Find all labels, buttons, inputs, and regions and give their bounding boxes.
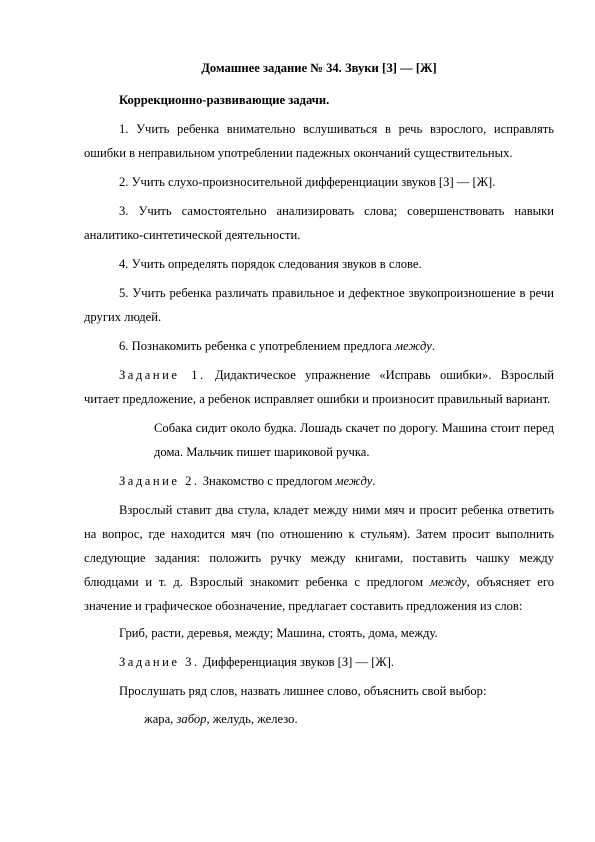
task-1: 1. Учить ребенка внимательно вслушиваться в речь взрослого, исправлять ошибки в неправильном употреблении падежных окончаний существительных. [84,122,554,160]
exercise-3-text: Дифференциация звуков [З] — [Ж]. [199,655,395,669]
exercise-2-words: Гриб, расти, деревья, между; Машина, стоять, дома, между. [119,626,438,640]
task-2: 2. Учить слухо-произносительной дифференциации звуков [З] — [Ж]. [119,175,496,189]
exercise-2-description [84,498,554,618]
exercise-1-example: Собака сидит около будка. Лошадь скачет по дорогу. Машина стоит перед дома. Мальчик пишет шариковой ручка. [154,421,554,459]
section-subtitle: Коррекционно-развивающие задачи. [119,93,330,107]
exercise-2-p1-italic: между [429,575,467,589]
exercise-2 [84,469,554,493]
task-4: 4. Учить определять порядок следования звуков в слове. [119,257,422,271]
document-title: Домашнее задание № 34. Звуки [З] — [Ж] [201,61,437,75]
document-body [84,56,554,731]
task-6-italic: между [395,339,432,353]
task-3: 3. Учить самостоятельно анализировать слова; совершенствовать навыки аналитико-синтетической деятельности. [84,204,554,242]
exercise-3-word-3: , желудь, железо. [206,712,298,726]
exercise-3-word-1: жара, [144,712,177,726]
exercise-2-p1-end: , объясняет его значение и графическое обозначение, предлагает составить предложения из слов: [84,575,554,613]
exercise-1-text: Дидактическое упражнение «Исправь ошибки». Взрослый читает предложение, а ребенок исправляет ошибки и произносит правильный вариант. [84,368,555,406]
exercise-3-word-2: забор [176,712,207,726]
task-6-text: 6. Познакомить ребенка с употреблением предлога [119,339,396,353]
exercise-3-instruction: Прослушать ряд слов, назвать лишнее слово, объяснить свой выбор: [119,684,487,698]
exercise-2-italic: между [335,474,373,488]
task-5: 5. Учить ребенка различать правильное и дефектное звукопроизношение в речи других людей. [84,286,554,324]
task-6-end: . [431,339,435,353]
task-6 [84,334,554,358]
exercise-1-label: Задание 1. [119,368,206,382]
exercise-2-text: Знакомство с предлогом [199,474,336,488]
exercise-2-end: . [372,474,376,488]
exercise-2-label: Задание 2. [119,474,200,488]
exercise-1 [84,363,554,411]
exercise-2-p1: Взрослый ставит два стула, кладет между ними мяч и просит ребенка ответить на вопрос, где находится мяч (по отношению к стульям). Затем просит выполнить следующие задания: положить ручку между книгами, поставить чашку между блюдцами и т. д. Взрослый знакомит ребенка с предлогом [84,503,554,589]
exercise-3 [84,650,554,674]
exercise-3-label: Задание 3. [119,655,200,669]
exercise-3-words [144,707,554,731]
